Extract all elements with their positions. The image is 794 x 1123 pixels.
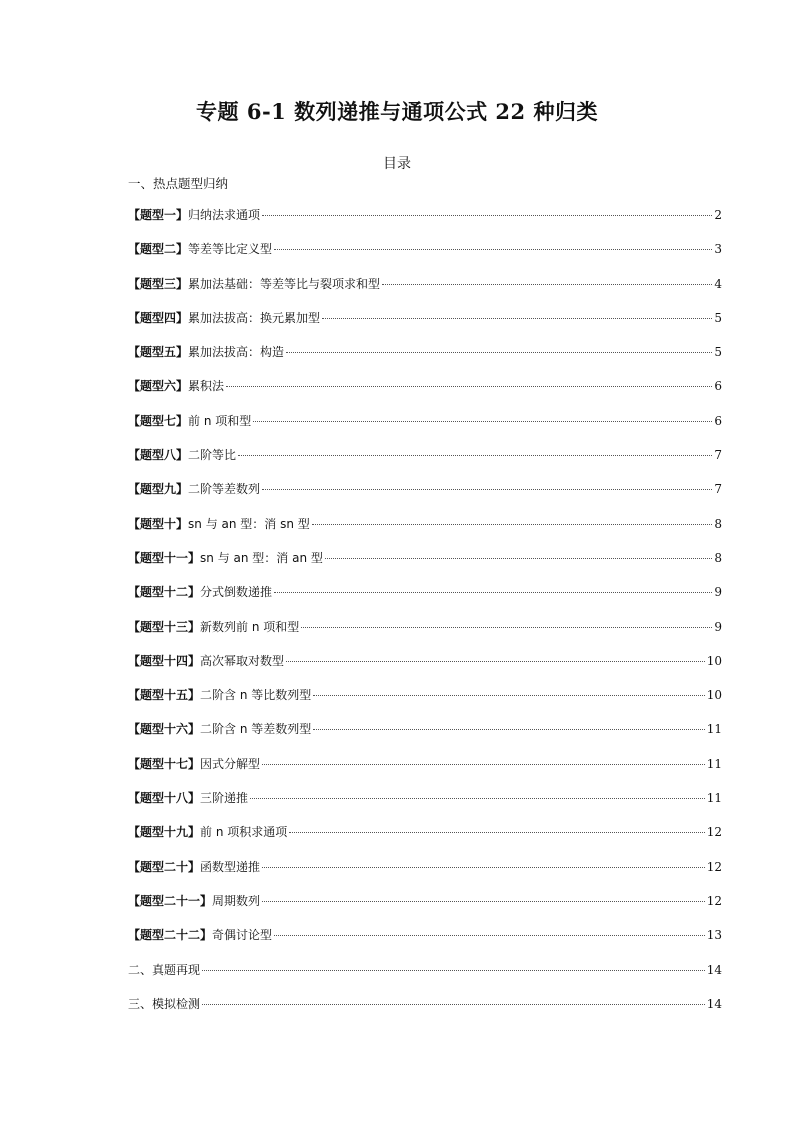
toc-entry-tag: 【题型十四】 [128, 653, 201, 668]
dot-leader [253, 421, 712, 422]
toc-entry[interactable] [128, 200, 722, 234]
dot-leader [262, 489, 712, 490]
toc-entry-text: 新数列前 n 项和型 [200, 619, 300, 634]
toc-entry[interactable] [128, 440, 722, 474]
dot-leader [262, 764, 705, 765]
toc-entry-tag: 【题型二十】 [128, 859, 201, 874]
toc-entry[interactable] [128, 783, 722, 817]
toc-section-hot-topics[interactable]: 一、热点题型归纳 [128, 176, 229, 191]
dot-leader [286, 352, 712, 353]
toc-entry-text: 分式倒数递推 [200, 585, 273, 600]
toc-entry-page: 10 [706, 688, 722, 703]
toc-entry-text: 累加法拔高：构造 [188, 345, 285, 360]
toc-entry-tag: 【题型二十二】 [128, 928, 213, 943]
toc-entry[interactable] [128, 680, 722, 714]
toc-entry-text: 函数型递推 [200, 859, 261, 874]
toc-entry-page: 10 [706, 653, 722, 668]
toc-entry[interactable] [128, 612, 722, 646]
dot-leader [312, 524, 713, 525]
toc-entry-page: 14 [706, 996, 722, 1011]
toc-entry-page: 13 [706, 928, 722, 943]
dot-leader [289, 832, 704, 833]
toc-entry[interactable] [128, 269, 722, 303]
toc-entry-text: 二、真题再现 [128, 962, 201, 977]
toc-entry-text: 累加法拔高：换元累加型 [188, 310, 321, 325]
toc-entry-page: 9 [714, 585, 722, 600]
dot-leader [382, 284, 712, 285]
toc-entry-text: 三阶递推 [200, 791, 249, 806]
toc-entry[interactable] [128, 577, 722, 611]
toc-entry-page: 4 [714, 276, 722, 291]
toc-entry-tag: 【题型十一】 [128, 550, 201, 565]
toc-entry-page: 2 [714, 208, 722, 222]
toc-entry[interactable] [128, 371, 722, 405]
toc-entry-page: 7 [714, 482, 722, 497]
toc-entry-text: 前 n 项和型 [188, 413, 252, 428]
toc-section-mock-tests[interactable] [128, 989, 722, 1023]
toc-entry-page: 11 [706, 791, 722, 806]
toc-entry-tag: 【题型十六】 [128, 722, 201, 737]
toc-entry-text: 高次幂取对数型 [200, 653, 285, 668]
toc-list [128, 200, 722, 1023]
toc-entry[interactable] [128, 406, 722, 440]
dot-leader [322, 318, 712, 319]
toc-entry-page: 8 [714, 516, 722, 531]
toc-entry-page: 14 [706, 962, 722, 977]
toc-entry-text: 二阶含 n 等差数列型 [200, 722, 312, 737]
dot-leader [274, 249, 712, 250]
dot-leader [250, 798, 705, 799]
document-title: 专题 6-1 数列递推与通项公式 22 种归类 [196, 99, 598, 124]
dot-leader [286, 661, 705, 662]
toc-entry-text: 归纳法求通项 [188, 208, 261, 222]
toc-entry-text: 周期数列 [212, 893, 261, 908]
toc-entry-tag: 【题型二十一】 [128, 893, 213, 908]
dot-leader [226, 386, 712, 387]
toc-entry-tag: 【题型十九】 [128, 825, 201, 840]
toc-entry-text: 因式分解型 [200, 756, 261, 771]
dot-leader [238, 455, 712, 456]
toc-entry-tag: 【题型十八】 [128, 791, 201, 806]
dot-leader [313, 695, 704, 696]
toc-entry[interactable] [128, 337, 722, 371]
toc-entry-page: 9 [714, 619, 722, 634]
dot-leader [301, 627, 712, 628]
toc-entry-text: sn 与 an 型：消 an 型 [200, 550, 323, 565]
toc-entry-tag: 【题型十二】 [128, 585, 201, 600]
toc-entry-page: 8 [714, 550, 722, 565]
dot-leader [262, 901, 705, 902]
toc-entry-page: 6 [714, 379, 722, 394]
dot-leader [274, 935, 705, 936]
toc-section-real-exams[interactable] [128, 955, 722, 989]
toc-entry[interactable] [128, 749, 722, 783]
toc-entry-page: 12 [706, 893, 722, 908]
toc-entry-page: 12 [706, 859, 722, 874]
toc-entry-text: 累积法 [188, 379, 225, 394]
toc-entry[interactable] [128, 817, 722, 851]
toc-entry-text: 累加法基础：等差等比与裂项求和型 [188, 276, 381, 291]
toc-entry-tag: 【题型十七】 [128, 756, 201, 771]
toc-entry-page: 7 [714, 448, 722, 463]
toc-entry-page: 5 [714, 310, 722, 325]
toc-entry-text: 等差等比定义型 [188, 242, 273, 257]
toc-entry[interactable] [128, 509, 722, 543]
toc-entry-text: 前 n 项积求通项 [200, 825, 288, 840]
toc-entry-tag: 【题型三】 [128, 276, 189, 291]
toc-entry-page: 11 [706, 756, 722, 771]
toc-entry[interactable] [128, 920, 722, 954]
toc-entry-tag: 【题型六】 [128, 379, 189, 394]
toc-entry-page: 6 [714, 413, 722, 428]
dot-leader [313, 729, 704, 730]
toc-entry-tag: 【题型九】 [128, 482, 189, 497]
toc-entry[interactable] [128, 714, 722, 748]
dot-leader [262, 867, 705, 868]
toc-entry-page: 11 [706, 722, 722, 737]
toc-entry[interactable] [128, 886, 722, 920]
toc-entry-page: 5 [714, 345, 722, 360]
toc-entry-text: 三、模拟检测 [128, 996, 201, 1011]
toc-entry[interactable] [128, 646, 722, 680]
toc-entry-tag: 【题型七】 [128, 413, 189, 428]
dot-leader [274, 592, 712, 593]
toc-entry-page: 12 [706, 825, 722, 840]
toc-entry-tag: 【题型五】 [128, 345, 189, 360]
toc-entry-text: 二阶含 n 等比数列型 [200, 688, 312, 703]
toc-entry-text: 二阶等比 [188, 448, 237, 463]
toc-entry-tag: 【题型八】 [128, 448, 189, 463]
toc-entry-tag: 【题型二】 [128, 242, 189, 257]
dot-leader [325, 558, 712, 559]
toc-entry-tag: 【题型十三】 [128, 619, 201, 634]
toc-entry-tag: 【题型一】 [128, 208, 189, 222]
toc-entry[interactable] [128, 474, 722, 508]
toc-entry-text: 奇偶讨论型 [212, 928, 273, 943]
toc-entry-tag: 【题型十】 [128, 516, 189, 531]
dot-leader [202, 970, 705, 971]
toc-entry-tag: 【题型十五】 [128, 688, 201, 703]
toc-entry-tag: 【题型四】 [128, 310, 189, 325]
toc-entry[interactable] [128, 852, 722, 886]
toc-heading: 目录 [383, 156, 411, 172]
toc-entry-page: 3 [714, 242, 722, 257]
dot-leader [262, 215, 712, 216]
toc-entry-text: sn 与 an 型：消 sn 型 [188, 516, 310, 531]
toc-entry[interactable] [128, 303, 722, 337]
toc-entry[interactable] [128, 543, 722, 577]
toc-entry-text: 二阶等差数列 [188, 482, 261, 497]
dot-leader [202, 1004, 705, 1005]
toc-entry[interactable] [128, 234, 722, 268]
